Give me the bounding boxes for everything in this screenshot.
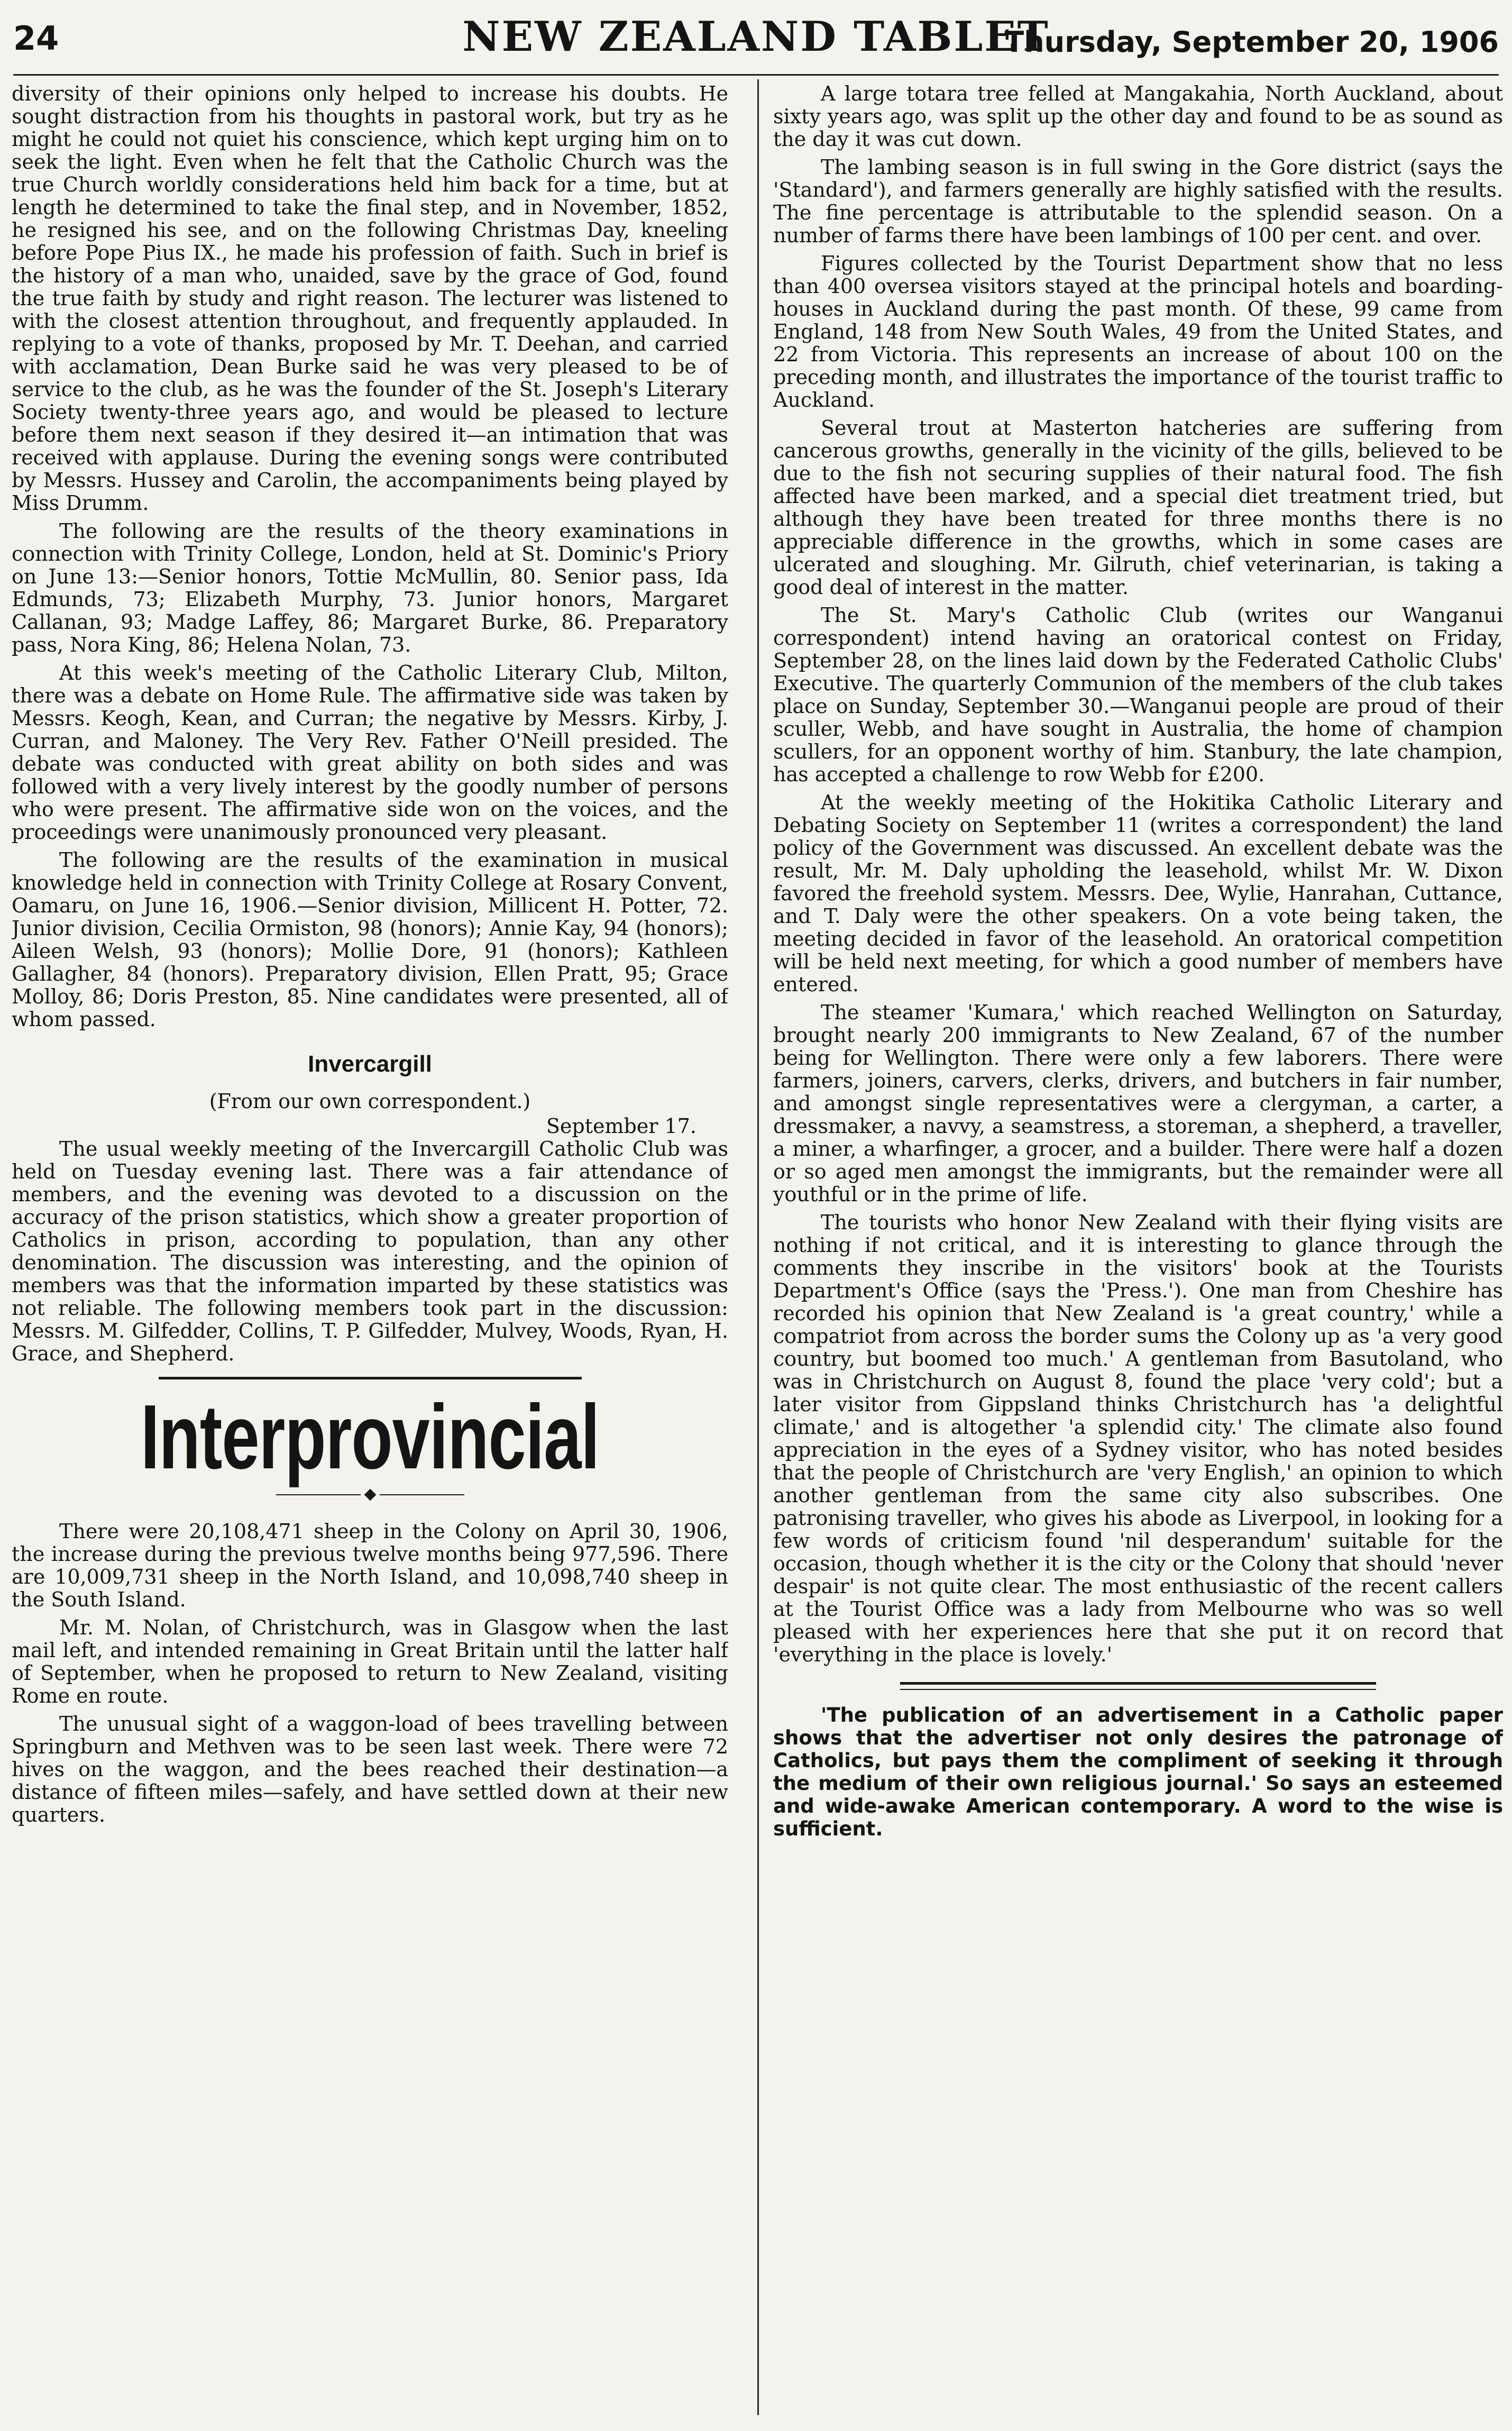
section-rule (159, 1377, 582, 1379)
article-paragraph: Figures collected by the Tourist Department show that no less than 400 oversea visitors stayed at the principal hotels and boarding-houses in Auckland during the past month. Of these, 99 came from England, 148 from New South Wales, 49 from the United States, and 22 from Victoria. This represents an increase of about 100 on the preceding month, and illustrates the importance of the tourist traffic to Auckland. (773, 252, 1503, 412)
dateline: September 17. (546, 1114, 697, 1138)
article-paragraph: diversity of their opinions only helped to increase his doubts. He sought distraction from his thoughts in pastoral work, but try as he might he could not quiet his conscience, which kept urging him on to seek the light. Even when he felt that the Catholic Church was the true Church worldly considerations held him back for a time, but at length he determined to take the final step, and in November, 1852, he resigned his see, and on the following Christmas Day, kneeling before Pope Pius IX., he made his profession of faith. Such in brief is the history of a man who, unaided, save by the grace of God, found the true faith by study and right reason. The lecturer was listened to with the closest attention throughout, and frequently applauded. In replying to a vote of thanks, proposed by Mr. T. Deehan, and carried with acclamation, Dean Burke said he was very pleased to be of service to the club, as he was the founder of the St. Joseph's Literary Society twenty-three years ago, and would be pleased to lecture before them next season if they desired it—an intimation that was received with applause. During the evening songs were contributed by Messrs. Hussey and Carolin, the accompaniments being played by Miss Drumm. (12, 83, 728, 515)
article-paragraph: The steamer 'Kumara,' which reached Wellington on Saturday, brought nearly 200 immigrants to New Zealand, 67 of the number being for Wellington. There were only a few laborers. There were farmers, joiners, carvers, clerks, drivers, and butchers in fair number, and amongst single representatives were a clergyman, a carter, a dressmaker, a navvy, a seamstress, a storeman, a shepherd, a traveller, a miner, a wharfinger, a grocer, and a builder. There were half a dozen or so aged men amongst the immigrants, but the remainder were all youthful or in the prime of life. (773, 1001, 1503, 1206)
article-paragraph: At the weekly meeting of the Hokitika Catholic Literary and Debating Society on September 11 (writes a correspondent) the land policy of the Government was discussed. An excellent debate was the result, Mr. M. Daly upholding the leasehold, whilst Mr. W. Dixon favored the freehold system. Messrs. Dee, Wylie, Hanrahan, Cuttance, and T. Daly were the other speakers. On a vote being taken, the meeting decided in favor of the leasehold. An oratorical competition will be held next meeting, for which a good number of members have entered. (773, 791, 1503, 996)
column-divider (757, 79, 759, 2415)
correspondent-line: (From our own correspondent.) (209, 1090, 531, 1113)
header-rule (13, 74, 1499, 76)
article-paragraph: At this week's meeting of the Catholic Literary Club, Milton, there was a debate on Home Rule. The affirmative side was taken by Messrs. Keogh, Kean, and Curran; the negative by Messrs. Kirby, J. Curran, and Maloney. The Very Rev. Father O'Neill presided. The debate was conducted with great ability on both sides and was followed with a very lively interest by the goodly number of persons who were present. The affirmative side won on the voices, and the proceedings were unanimously pronounced very pleasant. (12, 661, 728, 844)
article-paragraph: There were 20,108,471 sheep in the Colony on April 30, 1906, the increase during the previous twelve months being 977,596. There are 10,009,731 sheep in the North Island, and 10,098,740 sheep in the South Island. (12, 1520, 728, 1611)
article-paragraph: The unusual sight of a waggon-load of bees travelling between Springburn and Methven was to be seen last week. There were 72 hives on the waggon, and the bees reached their destination—a distance of fifteen miles—safely, and have settled down at their new quarters. (12, 1712, 728, 1826)
advertising-notice (773, 1704, 1503, 1840)
right-column (773, 83, 1503, 2420)
notice-rule (900, 1682, 1376, 1690)
issue-date: Thursday, September 20, 1906 (1004, 25, 1499, 59)
article-paragraph: Mr. M. Nolan, of Christchurch, was in Glasgow when the last mail left, and intended remaining in Great Britain until the latter half of September, when he proposed to return to New Zealand, visiting Rome en route. (12, 1616, 728, 1707)
masthead-title: NEW ZEALAND TABLET (462, 13, 1050, 61)
article-paragraph: The St. Mary's Catholic Club (writes our Wanganui correspondent) intend having an oratorical contest on Friday, September 28, on the lines laid down by the Federated Catholic Clubs' Executive. The quarterly Communion of the members of the club takes place on Sunday, September 30.—Wanganui people are proud of their sculler, Webb, and have sought in Australia, the home of champion scullers, for an opponent worthy of him. Stanbury, the late champion, has accepted a challenge to row Webb for £200. (773, 604, 1503, 786)
article-paragraph: The lambing season is in full swing in the Gore district (says the 'Standard'), and farmers generally are highly satisfied with the results. The fine percentage is attributable to the splendid season. On a number of farms there have been lambings of 100 per cent. and over. (773, 156, 1503, 247)
page-header (13, 10, 1499, 73)
article-paragraph: The tourists who honor New Zealand with their flying visits are nothing if not critical, and it is interesting to glance through the comments they inscribe in the visitors' book at the Tourists Department's Office (says the 'Press.'). One man from Cheshire has recorded his opinion that New Zealand is 'a great country,' while a compatriot from across the border sums the Colony up as 'a very good country, but boomed too much.' A gentleman from Basutoland, who was in Christchurch on August 8, found the place 'very cold'; but a later visitor from Gippsland thinks Christchurch has 'a delightful climate,' and is altogether 'a splendid city.' The climate also found appreciation in the eyes of a Sydney visitor, who has noted besides that the people of Christchurch are 'very English,' an opinion to which another gentleman from the same city also subscribes. One patronising traveller, who gives his abode as Liverpool, in looking for a few words of criticism found 'nil desperandum' suitable for the occasion, though whether it is the city or the Colony that should 'never despair' is not quite clear. The most enthusiastic of the recent callers at the Tourist Office was a lady from Melbourne who was so well pleased with her experiences here that she put it on record that 'everything in the place is lovely.' (773, 1211, 1503, 1666)
article-paragraph: The usual weekly meeting of the Invercargill Catholic Club was held on Tuesday evening last. There was a fair attendance of members, and the evening was devoted to a discussion on the accuracy of the prison statistics, which show a greater proportion of Catholics in prison, according to population, than any other denomination. The discussion was interesting, and the opinion of members was that the information imparted by these statistics was not reliable. The following members took part in the discussion: Messrs. M. Gilfedder, Collins, T. P. Gilfedder, Mulvey, Woods, Ryan, H. Grace, and Shepherd. (12, 1137, 728, 1365)
ornament-rule (12, 1491, 728, 1499)
article-paragraph: A large totara tree felled at Mangakahia, North Auckland, about sixty years ago, was split up the other day and found to be as sound as the day it was cut down. (773, 83, 1503, 151)
notice-text: 'The publication of an advertisement in a Catholic paper shows that the advertiser not only desires the patronage of Catholics, but pays them the compliment of seeking it through the medium of their own religious journal.' So says an esteemed and wide-awake American contemporary. A word to the wise is sufficient. (773, 1704, 1503, 1840)
page-number: 24 (13, 19, 59, 58)
article-paragraph: Several trout at Masterton hatcheries are suffering from cancerous growths, generally in the vicinity of the gills, believed to be due to the fish not securing supplies of their natural food. The fish affected have been marked, and a special diet treatment tried, but although they have been treated for three months there is no appreciable difference in the growths, which in some cases are ulcerated and sloughing. Mr. Gilruth, chief veterinarian, is taking a good deal of interest in the matter. (773, 416, 1503, 599)
article-paragraph: The following are the results of the theory examinations in connection with Trinity College, London, held at St. Dominic's Priory on June 13:—Senior honors, Tottie McMullin, 80. Senior pass, Ida Edmunds, 73; Elizabeth Murphy, 73. Junior honors, Margaret Callanan, 93; Madge Laffey, 86; Margaret Burke, 86. Preparatory pass, Nora King, 86; Helena Nolan, 73. (12, 519, 728, 656)
left-column (12, 83, 728, 2420)
section-heading-invercargill: Invercargill (308, 1051, 432, 1077)
section-heading-interprovincial: Interprovincial (141, 1386, 599, 1488)
article-paragraph: The following are the results of the examination in musical knowledge held in connection with Trinity College at Rosary Convent, Oamaru, on June 16, 1906.—Senior division, Millicent H. Potter, 72. Junior division, Cecilia Ormiston, 98 (honors); Annie Kay, 94 (honors); Aileen Welsh, 93 (honors); Mollie Dore, 91 (honors); Kathleen Gallagher, 84 (honors). Preparatory division, Ellen Pratt, 95; Grace Molloy, 86; Doris Preston, 85. Nine candidates were presented, all of whom passed. (12, 848, 728, 1031)
